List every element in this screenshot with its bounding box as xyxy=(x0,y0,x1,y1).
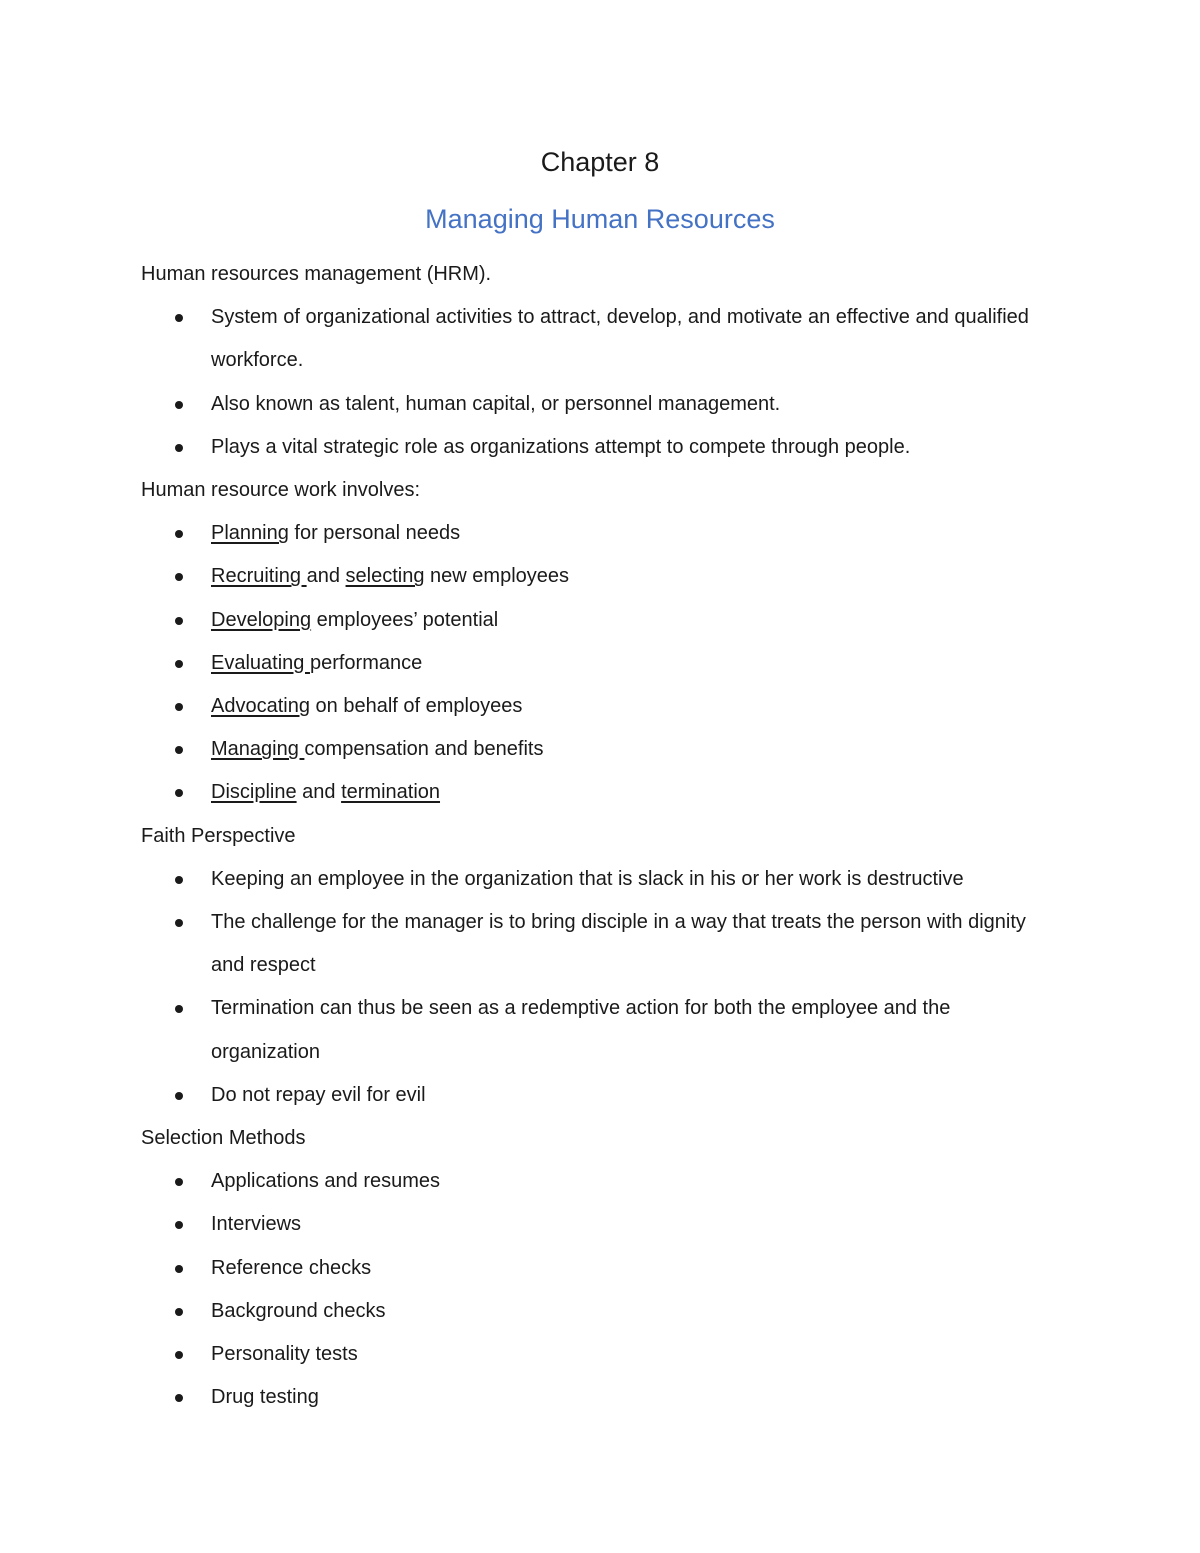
bullet-icon xyxy=(175,746,183,754)
list-item xyxy=(141,987,1061,1073)
section-heading-hrm: Human resources management (HRM). xyxy=(141,263,492,285)
list-item xyxy=(141,1333,1061,1376)
list-item-text: Plays a vital strategic role as organizations attempt to compete through people. xyxy=(211,435,911,458)
bullet-icon xyxy=(175,789,183,797)
list-item xyxy=(141,1247,1061,1290)
list-item-text: Keeping an employee in the organization that is slack in his or her work is destructive xyxy=(211,867,964,890)
list-item-text: Termination can thus be seen as a redemptive action for both the employee and the organization xyxy=(211,997,951,1063)
list-item xyxy=(141,728,1061,771)
bullet-icon xyxy=(175,314,183,322)
bullet-icon xyxy=(175,617,183,625)
list-item-text: Background checks xyxy=(211,1299,386,1322)
list-item xyxy=(141,1074,1061,1117)
list-item xyxy=(141,1160,1061,1203)
list-item xyxy=(141,901,1061,987)
bullet-icon xyxy=(175,1265,183,1273)
underlined-term: termination xyxy=(341,781,441,804)
bullet-icon xyxy=(175,1394,183,1402)
list-item-text: on behalf of employees xyxy=(309,695,523,718)
list-item-text: and xyxy=(296,781,342,804)
list-item xyxy=(141,771,1061,814)
list-item-text: employees’ potential xyxy=(311,608,499,631)
list-item-text: compensation and benefits xyxy=(304,738,544,761)
list-item-text: performance xyxy=(309,651,423,674)
underlined-term: selecting xyxy=(345,565,425,588)
list-item xyxy=(141,512,1061,555)
list-item-text: The challenge for the manager is to bring disciple in a way that treats the person with dignity and respect xyxy=(211,911,1026,977)
underlined-term: Planning xyxy=(211,522,289,545)
list-item-text: Drug testing xyxy=(211,1386,319,1409)
page-title: Managing Human Resources xyxy=(425,204,775,234)
bullet-icon xyxy=(175,401,183,409)
work-list xyxy=(141,512,1061,814)
list-item-text: and xyxy=(306,565,346,588)
list-item xyxy=(141,1376,1061,1419)
faith-list xyxy=(141,858,1061,1117)
list-item xyxy=(141,642,1061,685)
list-item xyxy=(141,426,1061,469)
underlined-term: Managing xyxy=(211,738,305,761)
underlined-term: Evaluating xyxy=(211,651,310,674)
list-item xyxy=(141,1290,1061,1333)
list-item-text: Reference checks xyxy=(211,1256,372,1279)
hrm-list xyxy=(141,296,1061,469)
list-item xyxy=(141,296,1061,382)
bullet-icon xyxy=(175,919,183,927)
bullet-icon xyxy=(175,1005,183,1013)
list-item xyxy=(141,383,1061,426)
bullet-icon xyxy=(175,703,183,711)
list-item-text: Also known as talent, human capital, or personnel management. xyxy=(211,392,781,415)
list-item xyxy=(141,555,1061,598)
list-item xyxy=(141,858,1061,901)
chapter-label: Chapter 8 xyxy=(540,147,660,177)
list-item-text: Applications and resumes xyxy=(211,1170,441,1193)
underlined-term: Discipline xyxy=(211,781,297,804)
list-item xyxy=(141,1203,1061,1246)
bullet-icon xyxy=(175,1221,183,1229)
bullet-icon xyxy=(175,1092,183,1100)
list-item-text: Do not repay evil for evil xyxy=(211,1083,426,1106)
section-heading-selection: Selection Methods xyxy=(141,1127,306,1150)
list-item xyxy=(141,685,1061,728)
list-item xyxy=(141,599,1061,642)
list-item-text: System of organizational activities to attract, develop, and motivate an effective and qualified workforce. xyxy=(211,306,1029,372)
bullet-icon xyxy=(175,573,183,581)
bullet-icon xyxy=(175,1308,183,1316)
list-item-text: Personality tests xyxy=(211,1343,358,1366)
underlined-term: Recruiting xyxy=(211,565,307,588)
bullet-icon xyxy=(175,1351,183,1359)
list-item-text: Interviews xyxy=(211,1213,302,1236)
bullet-icon xyxy=(175,1178,183,1186)
list-item-text: new employees xyxy=(424,565,570,588)
underlined-term: Advocating xyxy=(211,695,310,718)
bullet-icon xyxy=(175,876,183,884)
section-heading-faith: Faith Perspective xyxy=(141,824,296,847)
bullet-icon xyxy=(175,444,183,452)
list-item-text: for personal needs xyxy=(288,522,461,545)
section-heading-work: Human resource work involves: xyxy=(141,479,420,502)
document-body xyxy=(141,253,1061,1419)
underlined-term: Developing xyxy=(211,608,312,631)
bullet-icon xyxy=(175,530,183,538)
bullet-icon xyxy=(175,660,183,668)
selection-list xyxy=(141,1160,1061,1419)
